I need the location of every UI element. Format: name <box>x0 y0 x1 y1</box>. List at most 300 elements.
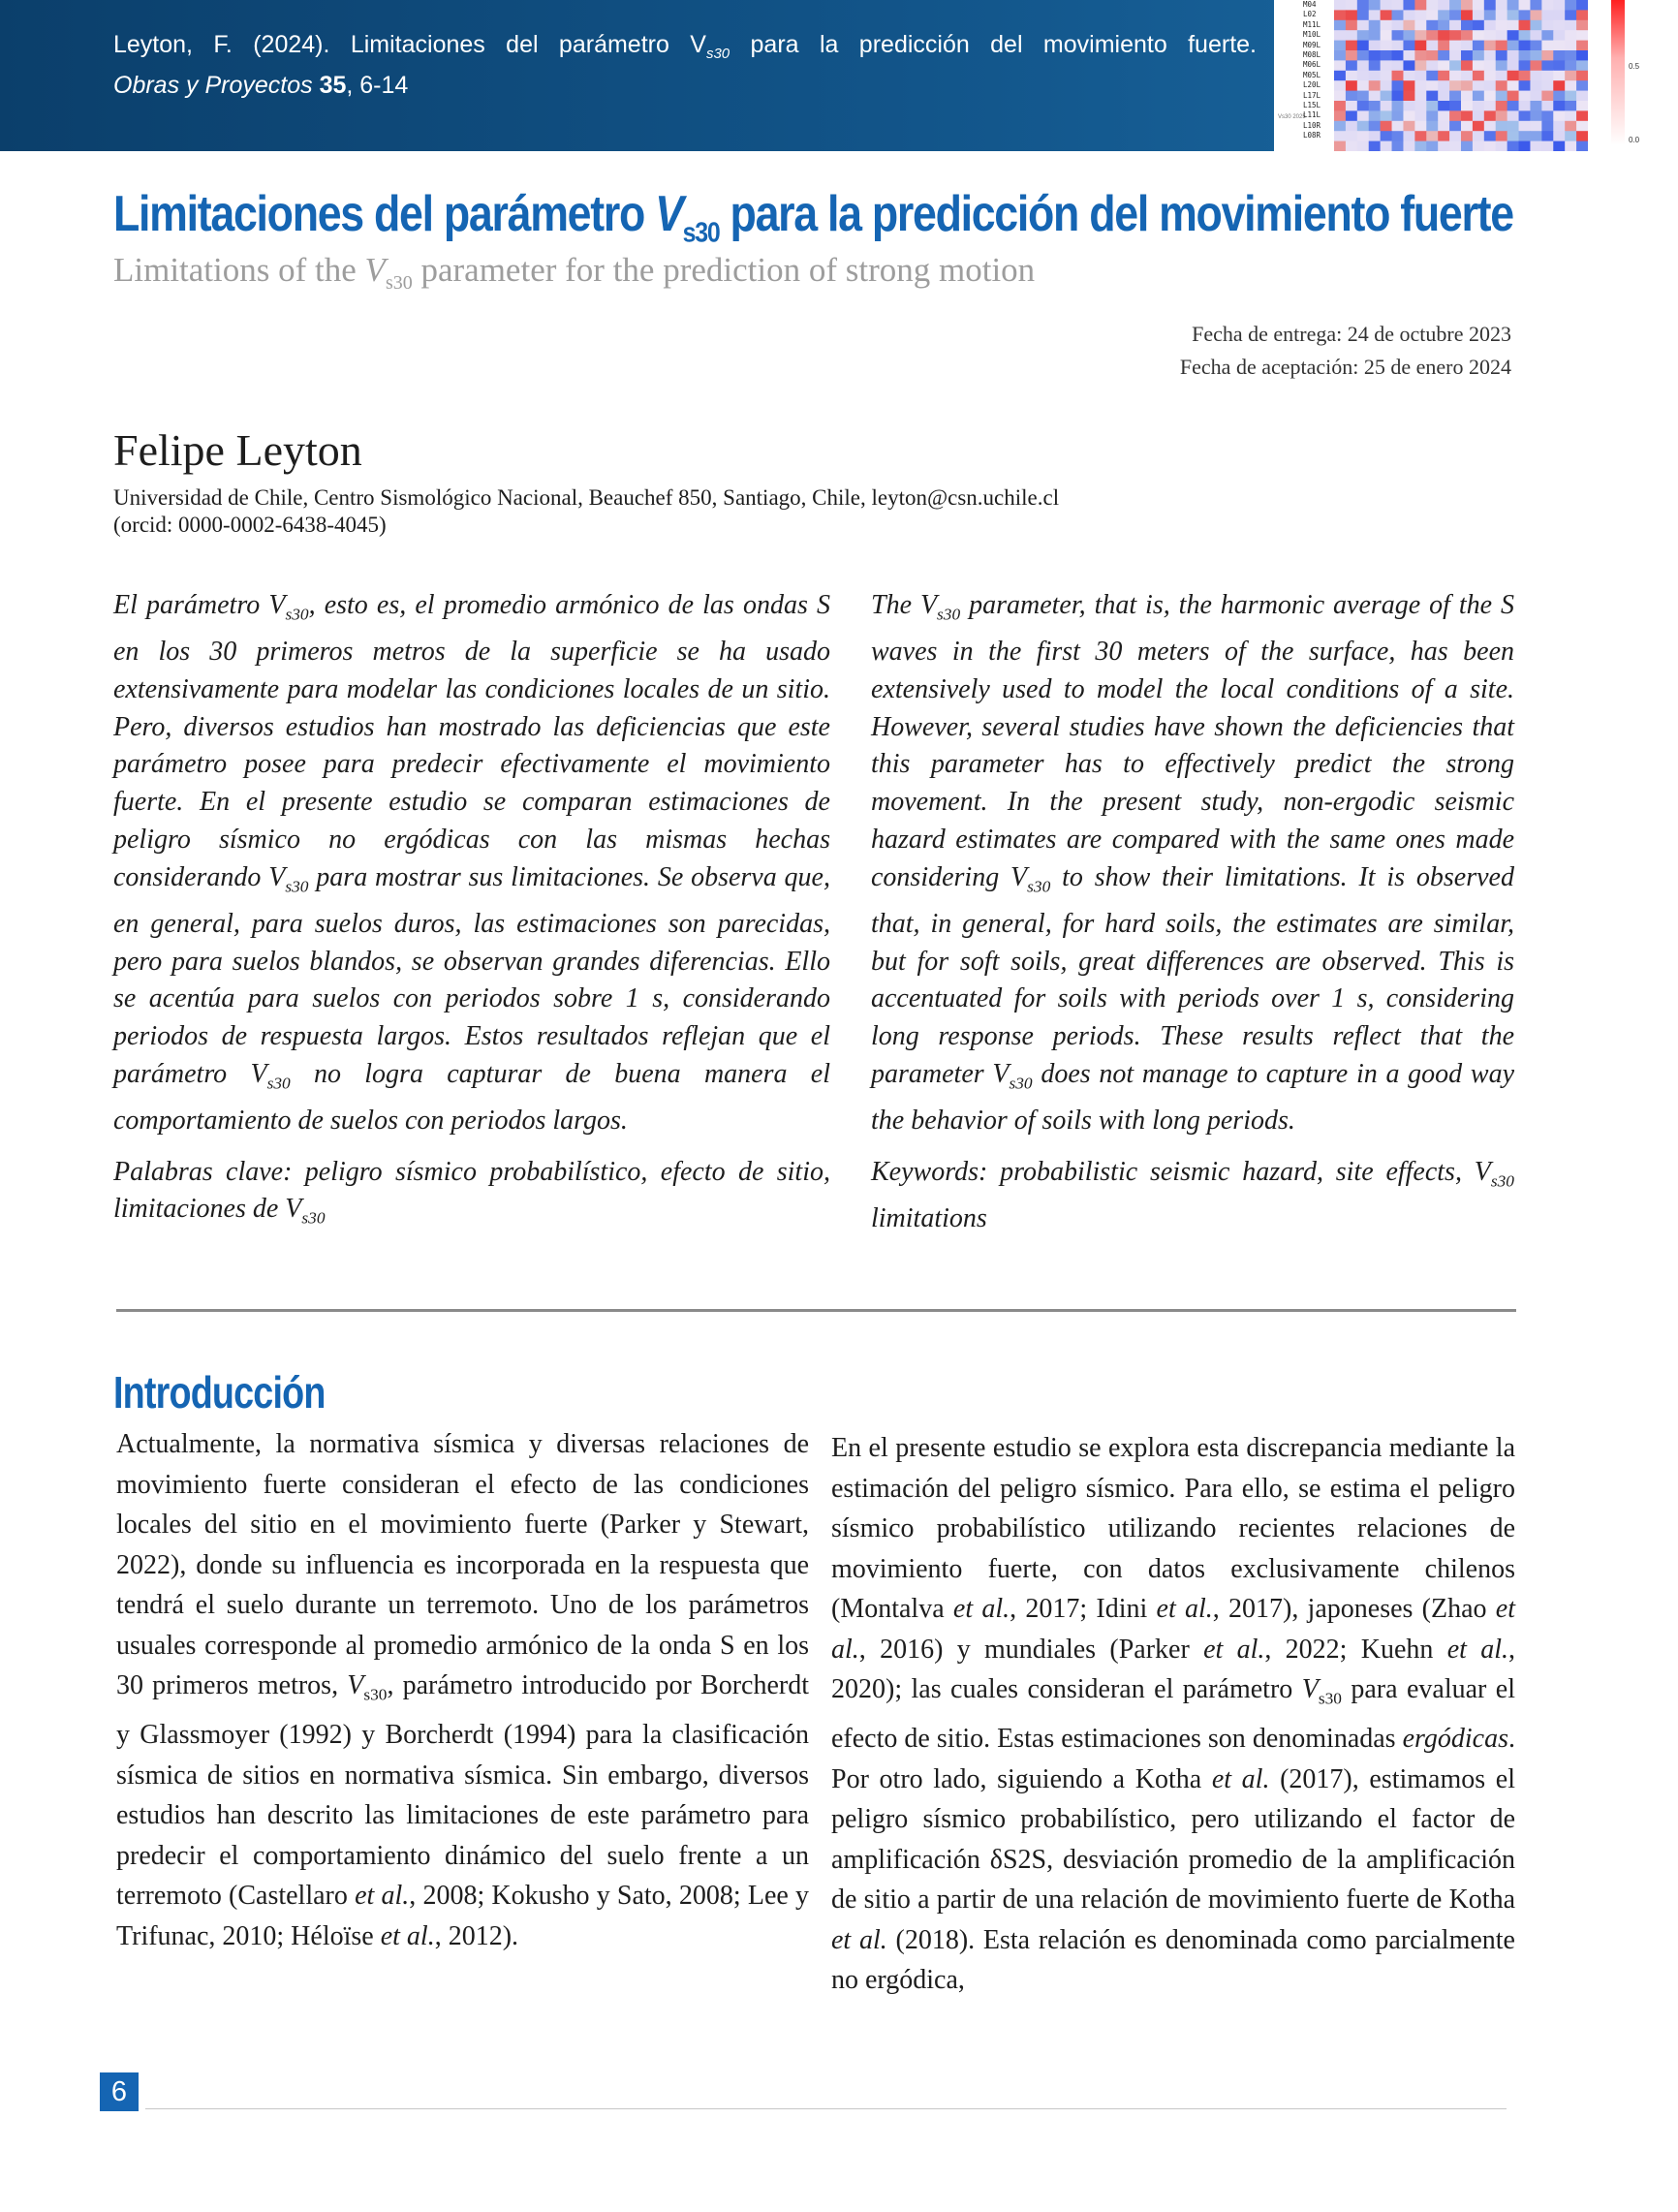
heatmap-cell <box>1461 71 1473 81</box>
heatmap-cell <box>1484 141 1496 151</box>
heatmap-cell <box>1381 91 1392 102</box>
heatmap-cell <box>1346 131 1357 141</box>
journal-volume: 35 <box>319 72 347 99</box>
heatmap-cell <box>1392 50 1404 61</box>
author-name: Felipe Leyton <box>113 425 362 475</box>
heatmap-cell <box>1357 10 1369 20</box>
heatmap-cell <box>1507 121 1519 132</box>
heatmap-cell <box>1369 71 1381 81</box>
heatmap-cell <box>1357 60 1369 71</box>
heatmap-cell <box>1541 80 1553 91</box>
heatmap-cell <box>1346 71 1357 81</box>
heatmap-cell <box>1473 10 1484 20</box>
heatmap-row-labels <box>1303 0 1332 141</box>
heatmap-cell <box>1392 71 1404 81</box>
heatmap-cell <box>1461 110 1473 121</box>
heatmap-cell <box>1357 30 1369 41</box>
heatmap-cell <box>1438 121 1449 132</box>
heatmap-cell <box>1576 101 1588 111</box>
heatmap-cell <box>1334 141 1346 151</box>
heatmap-cell <box>1346 80 1357 91</box>
heatmap-cell <box>1507 30 1519 41</box>
heatmap-cell <box>1438 101 1449 111</box>
heatmap-cell <box>1403 30 1414 41</box>
heatmap-cell <box>1357 121 1369 132</box>
heatmap-cell <box>1403 91 1414 102</box>
heatmap-cell <box>1473 50 1484 61</box>
heatmap-cell <box>1519 141 1531 151</box>
heatmap-cell <box>1484 60 1496 71</box>
heatmap-cell <box>1438 131 1449 141</box>
heatmap-cell <box>1346 41 1357 51</box>
heatmap-cell <box>1473 141 1484 151</box>
heatmap-cell <box>1381 101 1392 111</box>
heatmap-cell <box>1403 131 1414 141</box>
heatmap-cell <box>1403 20 1414 31</box>
heatmap-cell <box>1449 80 1461 91</box>
heatmap-cell <box>1565 101 1576 111</box>
heatmap-cell <box>1461 60 1473 71</box>
heatmap-cell <box>1461 20 1473 31</box>
heatmap-row-label: M10L <box>1303 30 1321 40</box>
heatmap-cell <box>1392 30 1404 41</box>
heatmap-cell <box>1392 0 1404 11</box>
title-spanish: Limitaciones del parámetro $V_{s30}$ para la predicción del movimiento fuerte <box>113 186 1513 249</box>
heatmap-cell <box>1519 20 1531 31</box>
heatmap-cell <box>1553 20 1565 31</box>
keywords-english: Keywords: probabilistic seismic hazard, site effects, $V_{s30}$ limitations <box>871 1156 1514 1233</box>
heatmap-cell <box>1357 131 1369 141</box>
heatmap-cell <box>1530 91 1541 102</box>
heatmap-cell <box>1381 110 1392 121</box>
heatmap-cell <box>1426 30 1438 41</box>
heatmap-cell <box>1346 91 1357 102</box>
heatmap-cell <box>1519 110 1531 121</box>
heatmap-cell <box>1426 50 1438 61</box>
heatmap-cell <box>1392 121 1404 132</box>
heatmap-cell <box>1346 20 1357 31</box>
heatmap-cell <box>1414 110 1426 121</box>
heatmap-cell <box>1449 50 1461 61</box>
heatmap-cell <box>1403 10 1414 20</box>
heatmap-cell <box>1553 141 1565 151</box>
heatmap-cell <box>1369 141 1381 151</box>
heatmap-cell <box>1357 110 1369 121</box>
heatmap-cell <box>1334 50 1346 61</box>
heatmap-cell <box>1541 91 1553 102</box>
heatmap-cell <box>1392 20 1404 31</box>
heatmap-cell <box>1507 131 1519 141</box>
heatmap-cell <box>1541 41 1553 51</box>
heatmap-cell <box>1519 0 1531 11</box>
heatmap-cell <box>1426 10 1438 20</box>
heatmap-side-label: Vs30 2025 <box>1278 114 1306 120</box>
heatmap-colorbar <box>1611 0 1625 145</box>
heatmap-cell <box>1496 110 1507 121</box>
heatmap-cell <box>1334 41 1346 51</box>
heatmap-cell <box>1392 91 1404 102</box>
heatmap-cell <box>1414 10 1426 20</box>
heatmap-cell <box>1541 50 1553 61</box>
heatmap-cell <box>1461 50 1473 61</box>
heatmap-cell <box>1484 91 1496 102</box>
heatmap-cell <box>1403 41 1414 51</box>
heatmap-cell <box>1507 50 1519 61</box>
heatmap-cell <box>1461 141 1473 151</box>
heatmap-cell <box>1426 121 1438 132</box>
heatmap-cell <box>1519 121 1531 132</box>
heatmap-cell <box>1553 80 1565 91</box>
heatmap-cell <box>1519 80 1531 91</box>
heatmap-row-label: L02 <box>1303 10 1317 19</box>
abstract-paragraph: El parámetro $V_{s30}$, esto es, el promedio armónico de las ondas S en los 30 primeros metros de la superficie se ha usado extensivamente para modelar las condiciones locales de un sitio. Pero, diversos estudios han mostrado las deficiencias que este parámetro posee para predecir efectivamente el movimiento fuerte. En el presente estudio se comparan estimaciones de peligro sísmico no ergódicas con las mismas hechas considerando $V_{s30}$ para mostrar sus limitaciones. Se observa que, en general, para suelos duros, las estimaciones son parecidas, pero para suelos blandos, se observan grandes diferencias. Ello se acentúa para suelos con periodos sobre 1 s, considerando periodos de respuesta largos. Estos resultados reflejan que el parámetro $V_{s30}$ no logra capturar de buena manera el comportamiento de suelos con periodos largos. <box>113 590 830 1136</box>
heatmap-cell <box>1496 30 1507 41</box>
heatmap-cell <box>1334 91 1346 102</box>
heatmap-cell <box>1519 50 1531 61</box>
heatmap-cell <box>1576 121 1588 132</box>
heatmap-cell <box>1553 121 1565 132</box>
heatmap-cell <box>1357 91 1369 102</box>
heatmap-cell <box>1461 101 1473 111</box>
heatmap-cell <box>1530 0 1541 11</box>
heatmap-cell <box>1414 71 1426 81</box>
heatmap-cell <box>1473 121 1484 132</box>
heatmap-cell <box>1357 41 1369 51</box>
heatmap-cell <box>1473 41 1484 51</box>
heatmap-cell <box>1449 30 1461 41</box>
heatmap-cell <box>1576 91 1588 102</box>
heatmap-cell <box>1530 10 1541 20</box>
heatmap-cell <box>1414 20 1426 31</box>
heatmap-cell <box>1381 121 1392 132</box>
heatmap-cell <box>1426 110 1438 121</box>
heatmap-cell <box>1403 110 1414 121</box>
heatmap-cell <box>1346 30 1357 41</box>
heatmap-cell <box>1381 20 1392 31</box>
citation-line <box>113 29 1257 70</box>
heatmap-row-label: L10R <box>1303 120 1321 130</box>
heatmap-cell <box>1369 20 1381 31</box>
heatmap-cell <box>1507 41 1519 51</box>
heatmap-cell <box>1576 50 1588 61</box>
heatmap-cell <box>1346 60 1357 71</box>
heatmap-cell <box>1507 60 1519 71</box>
heatmap-cell <box>1565 71 1576 81</box>
heatmap-cell <box>1541 131 1553 141</box>
heatmap-thumbnail <box>1274 0 1678 151</box>
abstract-spanish <box>113 587 830 1238</box>
heatmap-cell <box>1565 110 1576 121</box>
heatmap-cell <box>1473 110 1484 121</box>
heatmap-cell <box>1484 30 1496 41</box>
heatmap-cell <box>1438 20 1449 31</box>
heatmap-cell <box>1414 0 1426 11</box>
heatmap-cell <box>1414 60 1426 71</box>
citation-text-end: para la predicción del movimiento fuerte. <box>730 31 1257 58</box>
heatmap-row-label: L20L <box>1303 80 1321 90</box>
heatmap-cell <box>1507 80 1519 91</box>
heatmap-cell <box>1565 80 1576 91</box>
heatmap-cell <box>1519 91 1531 102</box>
heatmap-cell <box>1565 41 1576 51</box>
footer-rule <box>145 2108 1507 2109</box>
heatmap-cell <box>1403 0 1414 11</box>
heatmap-cell <box>1449 0 1461 11</box>
heatmap-cell <box>1507 20 1519 31</box>
heatmap-cell <box>1484 131 1496 141</box>
heatmap-cell <box>1357 80 1369 91</box>
heatmap-cell <box>1426 0 1438 11</box>
heatmap-cell <box>1426 71 1438 81</box>
heatmap-cell <box>1484 110 1496 121</box>
heatmap-cell <box>1381 50 1392 61</box>
heatmap-cell <box>1403 121 1414 132</box>
heatmap-cell <box>1496 91 1507 102</box>
heatmap-cell <box>1565 121 1576 132</box>
heatmap-cell <box>1496 141 1507 151</box>
heatmap-cell <box>1461 0 1473 11</box>
heatmap-cell <box>1576 131 1588 141</box>
heatmap-cell <box>1507 91 1519 102</box>
heatmap-cell <box>1426 141 1438 151</box>
heatmap-cell <box>1438 141 1449 151</box>
intro-right-column <box>831 1428 1515 2001</box>
heatmap-cell <box>1484 71 1496 81</box>
heatmap-cell <box>1334 0 1346 11</box>
heatmap-cell <box>1403 60 1414 71</box>
heatmap-cell <box>1530 41 1541 51</box>
heatmap-cell <box>1438 0 1449 11</box>
heatmap-cell <box>1541 60 1553 71</box>
citation-text: Leyton, F. (2024). Limitaciones del parámetro V <box>113 31 706 58</box>
affiliation-text: Universidad de Chile, Centro Sismológico Nacional, Beauchef 850, Santiago, Chile, leyton@csn.uchile.cl <box>113 485 1060 510</box>
heatmap-cell <box>1369 41 1381 51</box>
heatmap-cell <box>1530 80 1541 91</box>
heatmap-cell <box>1484 10 1496 20</box>
heatmap-cell <box>1565 10 1576 20</box>
heatmap-cell <box>1449 20 1461 31</box>
heatmap-cell <box>1473 80 1484 91</box>
heatmap-cell <box>1576 30 1588 41</box>
heatmap-cell <box>1449 131 1461 141</box>
heatmap-cell <box>1530 141 1541 151</box>
heatmap-grid <box>1334 0 1588 151</box>
heatmap-cell <box>1369 80 1381 91</box>
heatmap-cell <box>1381 60 1392 71</box>
heatmap-cell <box>1473 91 1484 102</box>
heatmap-cell <box>1438 71 1449 81</box>
heatmap-cell <box>1519 101 1531 111</box>
heatmap-cell <box>1565 141 1576 151</box>
heatmap-cell <box>1565 30 1576 41</box>
heatmap-cell <box>1392 131 1404 141</box>
heatmap-cell <box>1357 141 1369 151</box>
heatmap-row-label: L15L <box>1303 101 1321 110</box>
heatmap-cell <box>1473 0 1484 11</box>
heatmap-cell <box>1496 80 1507 91</box>
heatmap-cell <box>1541 121 1553 132</box>
heatmap-cell <box>1426 131 1438 141</box>
heatmap-cell <box>1438 80 1449 91</box>
heatmap-cell <box>1381 141 1392 151</box>
heatmap-cell <box>1553 91 1565 102</box>
heatmap-cell <box>1461 30 1473 41</box>
heatmap-cell <box>1473 101 1484 111</box>
heatmap-cell <box>1438 60 1449 71</box>
heatmap-cell <box>1334 71 1346 81</box>
heatmap-cell <box>1438 30 1449 41</box>
heatmap-cell <box>1461 91 1473 102</box>
heatmap-cell <box>1334 10 1346 20</box>
heatmap-cell <box>1461 41 1473 51</box>
heatmap-cell <box>1553 60 1565 71</box>
heatmap-row-label: M04 <box>1303 0 1317 9</box>
colorbar-tick: 0.0 <box>1629 136 1640 144</box>
heatmap-cell <box>1414 41 1426 51</box>
heatmap-row-label: M08L <box>1303 50 1321 60</box>
heatmap-cell <box>1553 0 1565 11</box>
heatmap-cell <box>1449 71 1461 81</box>
heatmap-cell <box>1403 50 1414 61</box>
heatmap-cell <box>1553 10 1565 20</box>
heatmap-cell <box>1334 30 1346 41</box>
heatmap-cell <box>1541 71 1553 81</box>
heatmap-cell <box>1392 41 1404 51</box>
heatmap-row-label: L17L <box>1303 90 1321 100</box>
heatmap-cell <box>1369 30 1381 41</box>
heatmap-cell <box>1484 41 1496 51</box>
heatmap-cell <box>1519 131 1531 141</box>
heatmap-cell <box>1576 0 1588 11</box>
heatmap-cell <box>1496 10 1507 20</box>
heatmap-cell <box>1541 20 1553 31</box>
heatmap-cell <box>1507 0 1519 11</box>
heatmap-cell <box>1484 80 1496 91</box>
heatmap-cell <box>1369 91 1381 102</box>
journal-pages: , 6-14 <box>346 72 409 99</box>
heatmap-cell <box>1449 110 1461 121</box>
heatmap-cell <box>1414 141 1426 151</box>
heatmap-cell <box>1357 20 1369 31</box>
heatmap-cell <box>1438 91 1449 102</box>
heatmap-cell <box>1449 41 1461 51</box>
heatmap-cell <box>1530 50 1541 61</box>
heatmap-cell <box>1576 20 1588 31</box>
accepted-date: Fecha de aceptación: 25 de enero 2024 <box>1179 355 1511 379</box>
heatmap-cell <box>1403 141 1414 151</box>
heatmap-cell <box>1426 20 1438 31</box>
heatmap-cell <box>1553 71 1565 81</box>
heatmap-cell <box>1565 131 1576 141</box>
heatmap-cell <box>1392 60 1404 71</box>
heatmap-cell <box>1541 141 1553 151</box>
journal-name: Obras y Proyectos <box>113 72 320 99</box>
heatmap-cell <box>1565 60 1576 71</box>
heatmap-cell <box>1530 71 1541 81</box>
heatmap-cell <box>1369 0 1381 11</box>
heatmap-cell <box>1507 71 1519 81</box>
abstract-paragraph: The $V_{s30}$ parameter, that is, the harmonic average of the S waves in the first 30 meters of the surface, has been extensively used to model the local conditions of a site. However, several studies have shown the deficiencies that this parameter has to effectively predict the strong movement. In the present study, non-ergodic seismic hazard estimates are compared with the same ones made considering $V_{s30}$ to show their limitations. It is observed that, in general, for hard soils, the estimates are similar, but for soft soils, great differences are observed. This is accentuated for soils with periods over 1 s, considering long response periods. These results reflect that the parameter $V_{s30}$ does not manage to capture in a good way the behavior of soils with long periods. <box>871 590 1515 1136</box>
heatmap-cell <box>1403 71 1414 81</box>
heatmap-cell <box>1381 131 1392 141</box>
citation-sub: s30 <box>705 46 730 62</box>
heatmap-row-label: M05L <box>1303 70 1321 79</box>
submission-dates <box>1180 318 1511 384</box>
heatmap-cell <box>1414 121 1426 132</box>
heatmap-cell <box>1553 41 1565 51</box>
heatmap-cell <box>1473 30 1484 41</box>
heatmap-cell <box>1449 141 1461 151</box>
heatmap-cell <box>1473 20 1484 31</box>
heatmap-cell <box>1369 60 1381 71</box>
heatmap-cell <box>1565 50 1576 61</box>
heatmap-cell <box>1576 41 1588 51</box>
heatmap-cell <box>1381 0 1392 11</box>
heatmap-cell <box>1414 101 1426 111</box>
heatmap-cell <box>1530 60 1541 71</box>
keywords-spanish: Palabras clave: peligro sísmico probabilístico, efecto de sitio, limitaciones de $V_{s30}$ <box>113 1156 830 1228</box>
section-heading-introduccion: Introducción <box>113 1367 326 1418</box>
heatmap-cell <box>1334 20 1346 31</box>
heatmap-cell <box>1576 141 1588 151</box>
heatmap-cell <box>1461 131 1473 141</box>
heatmap-cell <box>1519 10 1531 20</box>
heatmap-cell <box>1392 110 1404 121</box>
heatmap-cell <box>1496 0 1507 11</box>
heatmap-cell <box>1369 101 1381 111</box>
heatmap-cell <box>1496 101 1507 111</box>
journal-line <box>113 70 1257 102</box>
heatmap-cell <box>1369 50 1381 61</box>
heatmap-cell <box>1381 10 1392 20</box>
heatmap-cell <box>1496 121 1507 132</box>
heatmap-cell <box>1496 41 1507 51</box>
heatmap-cell <box>1403 80 1414 91</box>
heatmap-cell <box>1519 71 1531 81</box>
heatmap-cell <box>1426 41 1438 51</box>
heatmap-cell <box>1449 101 1461 111</box>
heatmap-cell <box>1461 121 1473 132</box>
heatmap-cell <box>1449 121 1461 132</box>
heatmap-cell <box>1438 110 1449 121</box>
heatmap-cell <box>1530 101 1541 111</box>
heatmap-cell <box>1346 101 1357 111</box>
heatmap-cell <box>1461 10 1473 20</box>
heatmap-row-label: M11L <box>1303 19 1321 29</box>
heatmap-cell <box>1553 131 1565 141</box>
heatmap-cell <box>1414 80 1426 91</box>
heatmap-cell <box>1484 50 1496 61</box>
heatmap-cell <box>1553 101 1565 111</box>
heatmap-cell <box>1438 50 1449 61</box>
heatmap-cell <box>1473 60 1484 71</box>
heatmap-cell <box>1346 10 1357 20</box>
heatmap-cell <box>1484 121 1496 132</box>
heatmap-cell <box>1576 80 1588 91</box>
heatmap-cell <box>1519 30 1531 41</box>
heatmap-cell <box>1334 131 1346 141</box>
colorbar-tick: 0.5 <box>1629 62 1640 71</box>
heatmap-cell <box>1414 91 1426 102</box>
header-citation <box>113 29 1257 102</box>
heatmap-cell <box>1507 110 1519 121</box>
author-affiliation <box>113 484 1059 539</box>
heatmap-cell <box>1565 0 1576 11</box>
heatmap-cell <box>1541 101 1553 111</box>
heatmap-cell <box>1414 50 1426 61</box>
heatmap-cell <box>1507 10 1519 20</box>
heatmap-cell <box>1403 101 1414 111</box>
